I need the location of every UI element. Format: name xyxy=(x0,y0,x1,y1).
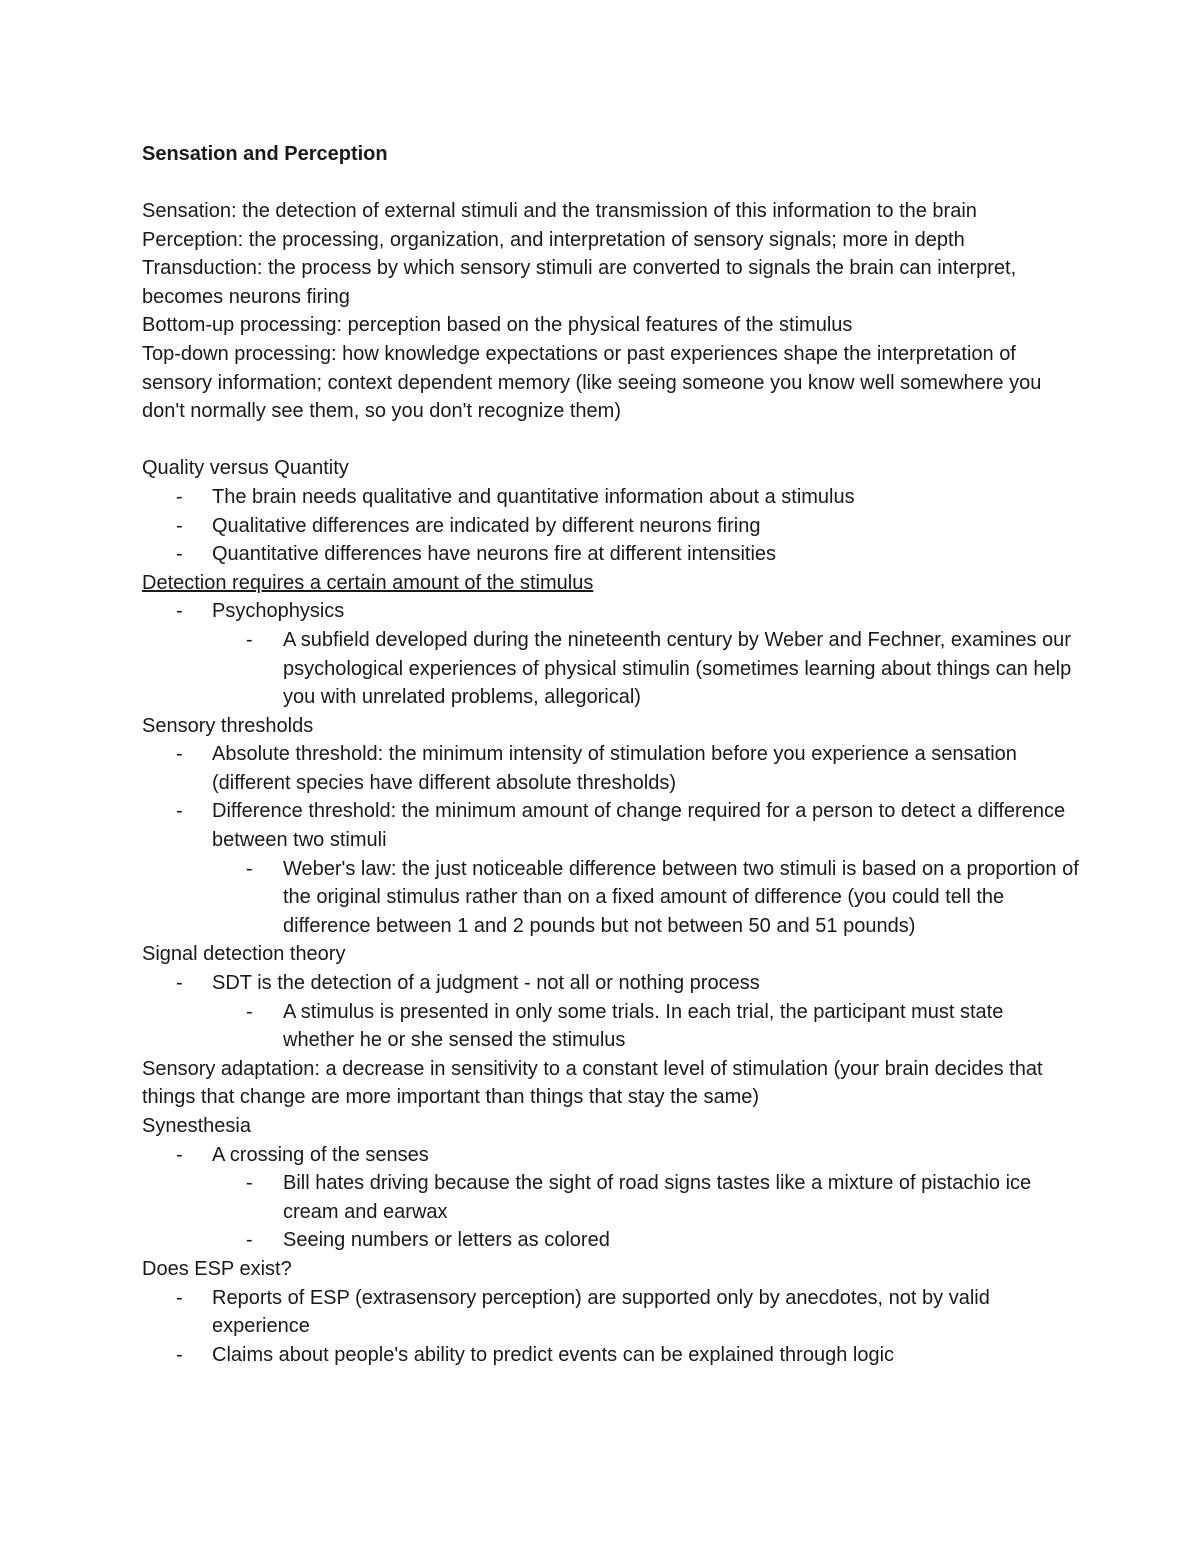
definition-top-down: Top-down processing: how knowledge expectations or past experiences shape the interpretation of sensory information; context dependent memory (like seeing someone you know well somewhere you don't normally see them, so you don't recognize them) xyxy=(142,342,1042,423)
list-item xyxy=(142,540,1080,569)
list-item-text: Psychophysics xyxy=(212,600,345,623)
list-item-text: The brain needs qualitative and quantitative information about a stimulus xyxy=(212,485,855,508)
bullet-dash: - xyxy=(176,514,183,537)
blank-line xyxy=(142,426,1080,455)
list-item xyxy=(142,512,1080,541)
bullet-dash: - xyxy=(176,1143,183,1166)
bullet-dash: - xyxy=(246,1000,253,1023)
definition-transduction: Transduction: the process by which sensory stimuli are converted to signals the brain can interpret, becomes neurons firing xyxy=(142,257,1017,308)
sub-list-item-text: Bill hates driving because the sight of road signs tastes like a mixture of pistachio ice cream and earwax xyxy=(283,1172,1032,1223)
definition-bottom-up: Bottom-up processing: perception based on the physical features of the stimulus xyxy=(142,314,853,337)
list-item-text: SDT is the detection of a judgment - not all or nothing process xyxy=(212,972,760,995)
sub-list-item xyxy=(142,1169,1080,1226)
section-heading-quality: Quality versus Quantity xyxy=(142,457,349,480)
bullet-dash: - xyxy=(176,972,183,995)
section-heading-esp: Does ESP exist? xyxy=(142,1257,292,1280)
sub-list-item xyxy=(142,855,1080,941)
bullet-dash: - xyxy=(176,1343,183,1366)
sub-list-item-text: Weber's law: the just noticeable difference between two stimuli is based on a proportion of the original stimulus rather than on a fixed amount of difference (you could tell the difference between 1 and 2 pounds but not between 50 and 51 pounds) xyxy=(283,857,1079,937)
definition-sensation: Sensation: the detection of external stimuli and the transmission of this information to the brain xyxy=(142,200,977,222)
bullet-dash: - xyxy=(176,743,183,766)
bullet-dash: - xyxy=(176,485,183,508)
definition-sensory-adaptation: Sensory adaptation: a decrease in sensitivity to a constant level of stimulation (your brain decides that things that change are more important than things that stay the same) xyxy=(142,1057,1043,1109)
section-heading-thresholds: Sensory thresholds xyxy=(142,714,314,737)
list-item xyxy=(142,1341,1080,1370)
list-item-text: Claims about people's ability to predict events can be explained through logic xyxy=(212,1343,895,1366)
section-heading-sdt: Signal detection theory xyxy=(142,943,346,966)
bullet-dash: - xyxy=(176,543,183,566)
list-item-text: A crossing of the senses xyxy=(212,1143,429,1166)
list-item xyxy=(142,797,1080,854)
sub-list-item xyxy=(142,1226,1080,1255)
bullet-dash: - xyxy=(246,628,253,651)
definition-perception: Perception: the processing, organization, and interpretation of sensory signals; more in depth xyxy=(142,228,965,251)
sub-list-item-text: A stimulus is presented in only some trials. In each trial, the participant must state whether he or she sensed the stimulus xyxy=(283,1000,1004,1052)
sub-list-item-text: A subfield developed during the nineteenth century by Weber and Fechner, examines our psychological experiences of physical stimulin (sometimes learning about things can help you with unrelated problems, allegorical) xyxy=(283,628,1072,709)
list-item xyxy=(142,483,1080,512)
bullet-dash: - xyxy=(176,800,183,823)
list-item xyxy=(142,1141,1080,1170)
sub-list-item xyxy=(142,998,1080,1055)
bullet-dash: - xyxy=(176,1286,183,1309)
list-item xyxy=(142,740,1080,797)
section-heading-detection: Detection requires a certain amount of the stimulus xyxy=(142,571,594,594)
list-item-text: Qualitative differences are indicated by different neurons firing xyxy=(212,514,761,537)
list-item xyxy=(142,1284,1080,1341)
bullet-dash: - xyxy=(246,1229,253,1252)
sub-list-item xyxy=(142,626,1080,712)
bullet-dash: - xyxy=(246,857,253,880)
section-heading-synesthesia: Synesthesia xyxy=(142,1115,251,1137)
list-item-text: Difference threshold: the minimum amount of change required for a person to detect a difference between two stimuli xyxy=(212,800,1066,852)
sub-list-item-text: Seeing numbers or letters as colored xyxy=(283,1229,610,1252)
list-item-text: Absolute threshold: the minimum intensity of stimulation before you experience a sensation (different species have different absolute thresholds) xyxy=(212,743,1017,794)
bullet-dash: - xyxy=(176,600,183,623)
list-item xyxy=(142,969,1080,998)
document-title: Sensation and Perception xyxy=(142,143,388,165)
list-item-text: Quantitative differences have neurons fire at different intensities xyxy=(212,543,777,566)
bullet-dash: - xyxy=(246,1172,253,1195)
list-item-text: Reports of ESP (extrasensory perception) are supported only by anecdotes, not by valid experience xyxy=(212,1286,990,1338)
list-item xyxy=(142,597,1080,626)
